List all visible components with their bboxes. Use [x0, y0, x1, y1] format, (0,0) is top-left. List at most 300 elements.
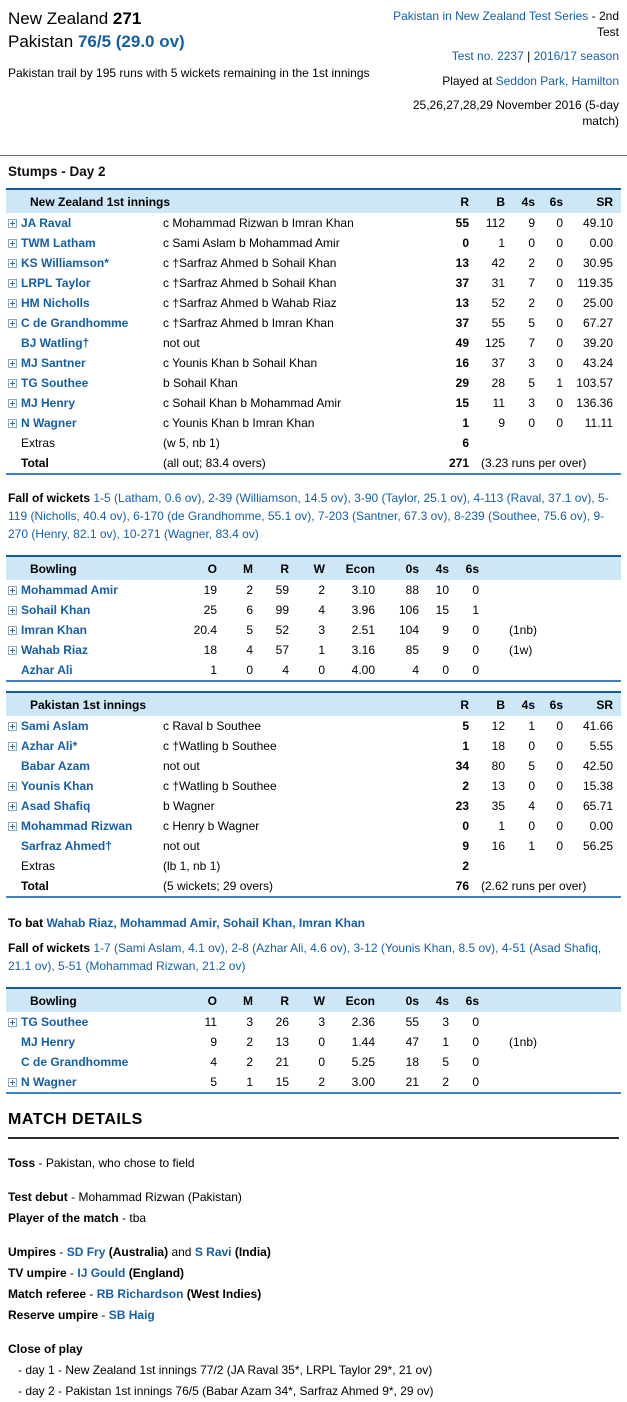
strike-rate-value: 15.38: [582, 779, 613, 794]
economy-value: 3.96: [351, 603, 375, 618]
bowler-link[interactable]: Sohail Khan: [21, 603, 91, 618]
extras-value: 2: [462, 859, 469, 874]
col-strike-rate: SR: [596, 697, 613, 712]
team2-score-line: [8, 31, 381, 54]
reserve-umpire-link[interactable]: SB Haig: [108, 1308, 155, 1323]
pak-fall-of-wickets: [0, 934, 627, 987]
batting-row: [6, 293, 621, 313]
sixes-value: 0: [472, 623, 479, 638]
played-at-label: Played at: [442, 73, 493, 88]
balls-value: 55: [491, 316, 505, 331]
fours-value: 2: [528, 256, 535, 271]
dismissal-text: c †Sarfraz Ahmed b Sohail Khan: [163, 256, 337, 271]
bowling-row: [6, 1032, 621, 1052]
bowler-link[interactable]: N Wagner: [21, 1075, 77, 1090]
strike-rate-value: 11.11: [584, 416, 613, 431]
dismissal-text: c †Watling b Southee: [163, 779, 277, 794]
tv-umpire-label: TV umpire: [8, 1266, 67, 1281]
balls-value: 125: [484, 336, 505, 351]
batsman-link[interactable]: Sarfraz Ahmed†: [21, 839, 112, 854]
maidens-value: 3: [246, 1015, 253, 1030]
extras-note: (1nb): [509, 623, 538, 638]
sixes-value: 0: [556, 316, 563, 331]
overs-value: 1: [210, 663, 217, 678]
overs-value: 9: [210, 1035, 217, 1050]
maidens-value: 5: [246, 623, 253, 638]
batting-row: [6, 756, 621, 776]
tv-umpire-link[interactable]: IJ Gould: [77, 1266, 126, 1281]
bowling-row: [6, 660, 621, 680]
pak-innings-table: [6, 691, 621, 898]
sixes-value: 0: [556, 256, 563, 271]
extras-note: (1w): [509, 643, 533, 658]
balls-value: 42: [491, 256, 505, 271]
sixes-value: 0: [556, 336, 563, 351]
economy-value: 3.16: [351, 643, 375, 658]
dots-value: 106: [398, 603, 419, 618]
maidens-value: 2: [246, 1035, 253, 1050]
col-sixes: 6s: [465, 993, 479, 1008]
runs-value: 4: [282, 663, 289, 678]
expand-icon[interactable]: [8, 722, 17, 731]
runs-value: 13: [455, 296, 469, 311]
total-value: 271: [448, 456, 469, 471]
wickets-value: 4: [318, 603, 325, 618]
expand-icon[interactable]: [8, 419, 17, 428]
batting-row: [6, 373, 621, 393]
expand-icon[interactable]: [8, 1018, 17, 1027]
batsman-link[interactable]: N Wagner: [21, 416, 77, 431]
strike-rate-value: 49.10: [582, 216, 613, 231]
sixes-value: 0: [556, 819, 563, 834]
sixes-value: 0: [556, 216, 563, 231]
fours-value: 7: [528, 336, 535, 351]
player-of-match-label: Player of the match: [8, 1211, 119, 1226]
maidens-value: 6: [246, 603, 253, 618]
bowler-link[interactable]: TG Southee: [21, 1015, 89, 1030]
bowler-link[interactable]: C de Grandhomme: [21, 1055, 129, 1070]
dismissal-text: not out: [163, 759, 200, 774]
batsman-link[interactable]: C de Grandhomme: [21, 316, 129, 331]
expand-icon[interactable]: [8, 782, 17, 791]
sixes-value: 0: [556, 296, 563, 311]
batting-row: [6, 393, 621, 413]
sixes-value: 1: [472, 603, 479, 618]
overs-value: 4: [210, 1055, 217, 1070]
extras-detail: (lb 1, nb 1): [163, 859, 221, 874]
fours-value: 5: [528, 316, 535, 331]
balls-value: 16: [491, 839, 505, 854]
match-status-text: Pakistan trail by 195 runs with 5 wickets remaining in the 1st innings: [8, 65, 370, 80]
economy-value: 2.36: [351, 1015, 375, 1030]
to-bat-names[interactable]: Wahab Riaz, Mohammad Amir, Sohail Khan, Imran Khan: [46, 916, 365, 931]
maidens-value: 2: [246, 1055, 253, 1070]
expand-icon[interactable]: [8, 646, 17, 655]
team1-score-line: [8, 8, 381, 31]
maidens-value: 2: [246, 583, 253, 598]
bowler-link[interactable]: Mohammad Amir: [21, 583, 118, 598]
economy-value: 2.51: [351, 623, 375, 638]
dots-value: 47: [405, 1035, 419, 1050]
heading-divider: [8, 1137, 619, 1139]
sixes-value: 0: [556, 739, 563, 754]
sixes-value: 0: [556, 276, 563, 291]
nz-batting-rows: [6, 213, 621, 433]
venue-link[interactable]: Seddon Park, Hamilton: [495, 73, 619, 88]
wickets-value: 3: [318, 623, 325, 638]
batting-row: [6, 273, 621, 293]
run-rate-text: (2.62 runs per over): [481, 879, 587, 894]
fours-value: 5: [528, 759, 535, 774]
player-of-match-line: Player of the match - tba: [8, 1211, 147, 1226]
maidens-value: 0: [246, 663, 253, 678]
expand-icon[interactable]: [8, 626, 17, 635]
fours-value: 0: [528, 416, 535, 431]
wickets-value: 3: [318, 1015, 325, 1030]
fours-value: 5: [442, 1055, 449, 1070]
expand-icon[interactable]: [8, 259, 17, 268]
batsman-link[interactable]: LRPL Taylor: [21, 276, 91, 291]
dismissal-text: c †Sarfraz Ahmed b Sohail Khan: [163, 276, 337, 291]
runs-value: 0: [462, 819, 469, 834]
extras-label: Extras: [21, 859, 56, 874]
col-strike-rate: SR: [596, 194, 613, 209]
strike-rate-value: 30.95: [582, 256, 613, 271]
toss-line: Toss - Pakistan, who chose to field: [8, 1156, 195, 1171]
wickets-value: 1: [318, 643, 325, 658]
batting-row: [6, 313, 621, 333]
nz-innings-table: [6, 188, 621, 475]
bowling-row: [6, 620, 621, 640]
fow-text: 1-5 (Latham, 0.6 ov), 2-39 (Williamson, 14.5 ov), 3-90 (Taylor, 25.1 ov), 4-113 (Raval, 37.1 ov), 5-119 (Nicholls, 40.4 ov), 6-170 (de Grandhomme, 55.1 ov), 7-203 (Santner, 67.3 ov), 8-239 (Southee, 75.6 ov), 9-270 (Henry, 82.1 ov), 10-271 (Wagner, 83.4 ov): [8, 491, 609, 542]
strike-rate-value: 56.25: [582, 839, 613, 854]
maidens-value: 1: [246, 1075, 253, 1090]
runs-value: 59: [275, 583, 289, 598]
col-sixes: 6s: [549, 697, 563, 712]
sixes-value: 0: [472, 643, 479, 658]
match-details-heading: MATCH DETAILS: [8, 1111, 143, 1129]
col-runs: R: [460, 697, 469, 712]
balls-value: 13: [491, 779, 505, 794]
batsman-link[interactable]: Azhar Ali*: [21, 739, 78, 754]
dismissal-text: c Henry b Wagner: [163, 819, 260, 834]
test-debut-label: Test debut: [8, 1190, 68, 1205]
runs-value: 49: [455, 336, 469, 351]
tv-umpire-line: TV umpire - IJ Gould (England): [8, 1266, 185, 1281]
col-bowling: Bowling: [30, 993, 77, 1008]
match-dates: 25,26,27,28,29 November 2016 (5-day match): [412, 97, 619, 128]
fours-value: 10: [435, 583, 449, 598]
balls-value: 18: [491, 739, 505, 754]
col-dots: 0s: [405, 993, 419, 1008]
total-row: [6, 453, 621, 473]
runs-value: 26: [275, 1015, 289, 1030]
to-bat-label: To bat: [8, 916, 44, 931]
expand-icon[interactable]: [8, 379, 17, 388]
wickets-value: 0: [318, 1055, 325, 1070]
overs-value: 11: [204, 1015, 217, 1030]
toss-label: Toss: [8, 1156, 36, 1171]
sixes-value: 0: [556, 416, 563, 431]
bowler-link[interactable]: Wahab Riaz: [21, 643, 88, 658]
col-sixes: 6s: [465, 561, 479, 576]
strike-rate-value: 119.35: [577, 276, 613, 291]
balls-value: 37: [491, 356, 505, 371]
col-fours: 4s: [521, 697, 535, 712]
expand-icon[interactable]: [8, 802, 17, 811]
strike-rate-value: 25.00: [582, 296, 613, 311]
dots-value: 18: [405, 1055, 419, 1070]
toss-value: Pakistan, who chose to field: [45, 1156, 195, 1171]
expand-icon[interactable]: [8, 1078, 17, 1087]
team1-score: 271: [112, 9, 142, 28]
dismissal-text: not out: [163, 336, 200, 351]
match-details-section: [0, 1103, 627, 1402]
batsman-link[interactable]: Mohammad Rizwan: [21, 819, 133, 834]
balls-value: 11: [492, 396, 505, 411]
batsman-link[interactable]: KS Williamson*: [21, 256, 109, 271]
total-detail: (5 wickets; 29 overs): [163, 879, 274, 894]
reserve-umpire-line: Reserve umpire - SB Haig: [8, 1308, 155, 1323]
runs-value: 1: [462, 739, 469, 754]
umpire1-link[interactable]: SD Fry: [66, 1245, 106, 1260]
batsman-link[interactable]: Sami Aslam: [21, 719, 89, 734]
batting-row: [6, 816, 621, 836]
sixes-value: 0: [556, 719, 563, 734]
separator: |: [527, 49, 531, 64]
expand-icon[interactable]: [8, 239, 17, 248]
close-of-play-day1: - day 1 - New Zealand 1st innings 77/2 (JA Raval 35*, LRPL Taylor 29*, 21 ov): [18, 1363, 433, 1378]
runs-value: 34: [455, 759, 469, 774]
umpire1-country: (Australia): [108, 1245, 169, 1260]
match-referee-link[interactable]: RB Richardson: [96, 1287, 184, 1302]
innings-title: New Zealand 1st innings: [30, 194, 171, 209]
bowler-link[interactable]: MJ Henry: [21, 1035, 76, 1050]
batsman-link[interactable]: Babar Azam: [21, 759, 90, 774]
bowling-header: [6, 987, 621, 1012]
col-wickets: W: [313, 561, 325, 576]
dots-value: 104: [398, 623, 419, 638]
col-balls: B: [496, 697, 505, 712]
fow-label: Fall of wickets: [8, 941, 91, 956]
fours-value: 3: [528, 396, 535, 411]
run-rate-text: (3.23 runs per over): [481, 456, 587, 471]
pak-bowling-rows: [6, 580, 621, 680]
runs-value: 29: [455, 376, 469, 391]
series-link[interactable]: Pakistan in New Zealand Test Series: [393, 9, 589, 23]
to-bat-line: [0, 907, 627, 934]
fours-value: 0: [528, 819, 535, 834]
balls-value: 31: [491, 276, 505, 291]
batting-row: [6, 776, 621, 796]
fours-value: 0: [528, 739, 535, 754]
wickets-value: 0: [318, 1035, 325, 1050]
balls-value: 112: [485, 216, 505, 231]
sixes-value: 0: [556, 236, 563, 251]
extras-label: Extras: [21, 436, 56, 451]
innings-title: Pakistan 1st innings: [30, 697, 147, 712]
batting-row: [6, 253, 621, 273]
runs-value: 21: [275, 1055, 289, 1070]
dots-value: 88: [405, 583, 419, 598]
batsman-link[interactable]: MJ Santner: [21, 356, 86, 371]
nz-bowling-table: [6, 987, 621, 1094]
fours-value: 2: [528, 296, 535, 311]
dismissal-text: c Sohail Khan b Mohammad Amir: [163, 396, 342, 411]
tv-umpire-country: (England): [128, 1266, 185, 1281]
runs-value: 2: [462, 779, 469, 794]
sixes-value: 0: [472, 1015, 479, 1030]
strike-rate-value: 0.00: [589, 236, 613, 251]
runs-value: 16: [455, 356, 469, 371]
batting-row: [6, 413, 621, 433]
dots-value: 4: [412, 663, 419, 678]
close-of-play-label: Close of play: [8, 1342, 83, 1357]
fours-value: 9: [528, 216, 535, 231]
runs-value: 0: [462, 236, 469, 251]
batting-row: [6, 836, 621, 856]
expand-icon[interactable]: [8, 219, 17, 228]
strike-rate-value: 43.24: [582, 356, 613, 371]
bowler-link[interactable]: Azhar Ali: [21, 663, 73, 678]
sixes-value: 0: [556, 396, 563, 411]
fours-value: 0: [528, 779, 535, 794]
batting-row: [6, 333, 621, 353]
runs-value: 1: [462, 416, 469, 431]
total-value: 76: [455, 879, 469, 894]
umpires-label: Umpires: [8, 1245, 57, 1260]
runs-value: 57: [275, 643, 289, 658]
fours-value: 4: [528, 799, 535, 814]
col-fours: 4s: [435, 561, 449, 576]
sixes-value: 0: [556, 799, 563, 814]
expand-icon[interactable]: [8, 279, 17, 288]
dots-value: 55: [405, 1015, 419, 1030]
expand-icon[interactable]: [8, 399, 17, 408]
runs-value: 5: [462, 719, 469, 734]
extras-detail: (w 5, nb 1): [163, 436, 220, 451]
test-number-link[interactable]: Test no. 2237: [451, 49, 524, 64]
batsman-link[interactable]: MJ Henry: [21, 396, 76, 411]
wickets-value: 2: [318, 583, 325, 598]
batsman-link[interactable]: TG Southee: [21, 376, 89, 391]
runs-value: 13: [455, 256, 469, 271]
batsman-link[interactable]: JA Raval: [21, 216, 72, 231]
dismissal-text: c Younis Khan b Sohail Khan: [163, 356, 318, 371]
match-referee-line: Match referee - RB Richardson (West Indies): [8, 1287, 262, 1302]
dots-value: 85: [405, 643, 419, 658]
team2-name: Pakistan: [8, 31, 74, 51]
overs-value: 5: [210, 1075, 217, 1090]
nz-fall-of-wickets: [0, 484, 627, 555]
bowling-row: [6, 580, 621, 600]
economy-value: 3.10: [351, 583, 375, 598]
economy-value: 5.25: [351, 1055, 375, 1070]
fours-value: 7: [528, 276, 535, 291]
overs-value: 18: [203, 643, 217, 658]
test-number-line: [381, 48, 619, 64]
sixes-value: 0: [556, 356, 563, 371]
expand-icon[interactable]: [8, 586, 17, 595]
sixes-value: 0: [556, 779, 563, 794]
umpires-line: Umpires - SD Fry (Australia) and S Ravi (India): [8, 1245, 271, 1260]
bowling-header: [6, 555, 621, 580]
test-debut-line: Test debut - Mohammad Rizwan (Pakistan): [8, 1190, 242, 1205]
expand-icon[interactable]: [8, 742, 17, 751]
batsman-link[interactable]: Younis Khan: [21, 779, 94, 794]
batsman-link[interactable]: BJ Watling†: [21, 336, 90, 351]
fow-text: 1-7 (Sami Aslam, 4.1 ov), 2-8 (Azhar Ali, 4.6 ov), 3-12 (Younis Khan, 8.5 ov), 4-51 (Asad Shafiq, 21.1 ov), 5-51 (Mohammad Rizwan, 21.2 ov): [8, 941, 602, 974]
balls-value: 80: [491, 759, 505, 774]
fours-value: 0: [528, 236, 535, 251]
fours-value: 2: [442, 1075, 449, 1090]
fours-value: 15: [435, 603, 449, 618]
col-overs: O: [207, 993, 217, 1008]
close-of-play-day2: - day 2 - Pakistan 1st innings 76/5 (Babar Azam 34*, Sarfraz Ahmed 9*, 29 ov): [18, 1384, 434, 1399]
batting-row: [6, 353, 621, 373]
economy-value: 3.00: [351, 1075, 375, 1090]
col-fours: 4s: [521, 194, 535, 209]
match-header: [0, 0, 627, 137]
dismissal-text: c †Sarfraz Ahmed b Imran Khan: [163, 316, 334, 331]
balls-value: 28: [491, 376, 505, 391]
pak-batting-rows: [6, 716, 621, 856]
batsman-link[interactable]: TWM Latham: [21, 236, 96, 251]
expand-icon[interactable]: [8, 319, 17, 328]
sixes-value: 0: [556, 759, 563, 774]
runs-value: 55: [455, 216, 469, 231]
season-link[interactable]: 2016/17 season: [533, 49, 619, 64]
overs-value: 19: [203, 583, 217, 598]
balls-value: 1: [498, 819, 505, 834]
pak-innings-header: [6, 691, 621, 716]
expand-icon[interactable]: [8, 299, 17, 308]
col-sixes: 6s: [549, 194, 563, 209]
wickets-value: 0: [318, 663, 325, 678]
strike-rate-value: 136.36: [576, 396, 613, 411]
batsman-link[interactable]: Asad Shafiq: [21, 799, 91, 814]
expand-icon[interactable]: [8, 359, 17, 368]
maidens-value: 4: [246, 643, 253, 658]
reserve-umpire-label: Reserve umpire: [8, 1308, 99, 1323]
col-runs: R: [280, 561, 289, 576]
bowler-link[interactable]: Imran Khan: [21, 623, 88, 638]
dismissal-text: c Sami Aslam b Mohammad Amir: [163, 236, 340, 251]
dismissal-text: b Wagner: [163, 799, 215, 814]
batsman-link[interactable]: HM Nicholls: [21, 296, 90, 311]
balls-value: 9: [498, 416, 505, 431]
fours-value: 9: [442, 643, 449, 658]
runs-value: 15: [275, 1075, 289, 1090]
balls-value: 52: [491, 296, 505, 311]
umpire2-link[interactable]: S Ravi: [194, 1245, 232, 1260]
strike-rate-value: 0.00: [589, 819, 613, 834]
dismissal-text: c Raval b Southee: [163, 719, 262, 734]
nz-bowling-rows: [6, 1012, 621, 1092]
batting-row: [6, 213, 621, 233]
expand-icon[interactable]: [8, 606, 17, 615]
runs-value: 37: [455, 316, 469, 331]
bowling-row: [6, 1072, 621, 1092]
expand-icon[interactable]: [8, 822, 17, 831]
runs-value: 23: [455, 799, 469, 814]
col-dots: 0s: [405, 561, 419, 576]
col-fours: 4s: [435, 993, 449, 1008]
overs-value: 25: [203, 603, 217, 618]
fours-value: 3: [528, 356, 535, 371]
sixes-value: 0: [472, 1075, 479, 1090]
dismissal-text: c †Watling b Southee: [163, 739, 277, 754]
